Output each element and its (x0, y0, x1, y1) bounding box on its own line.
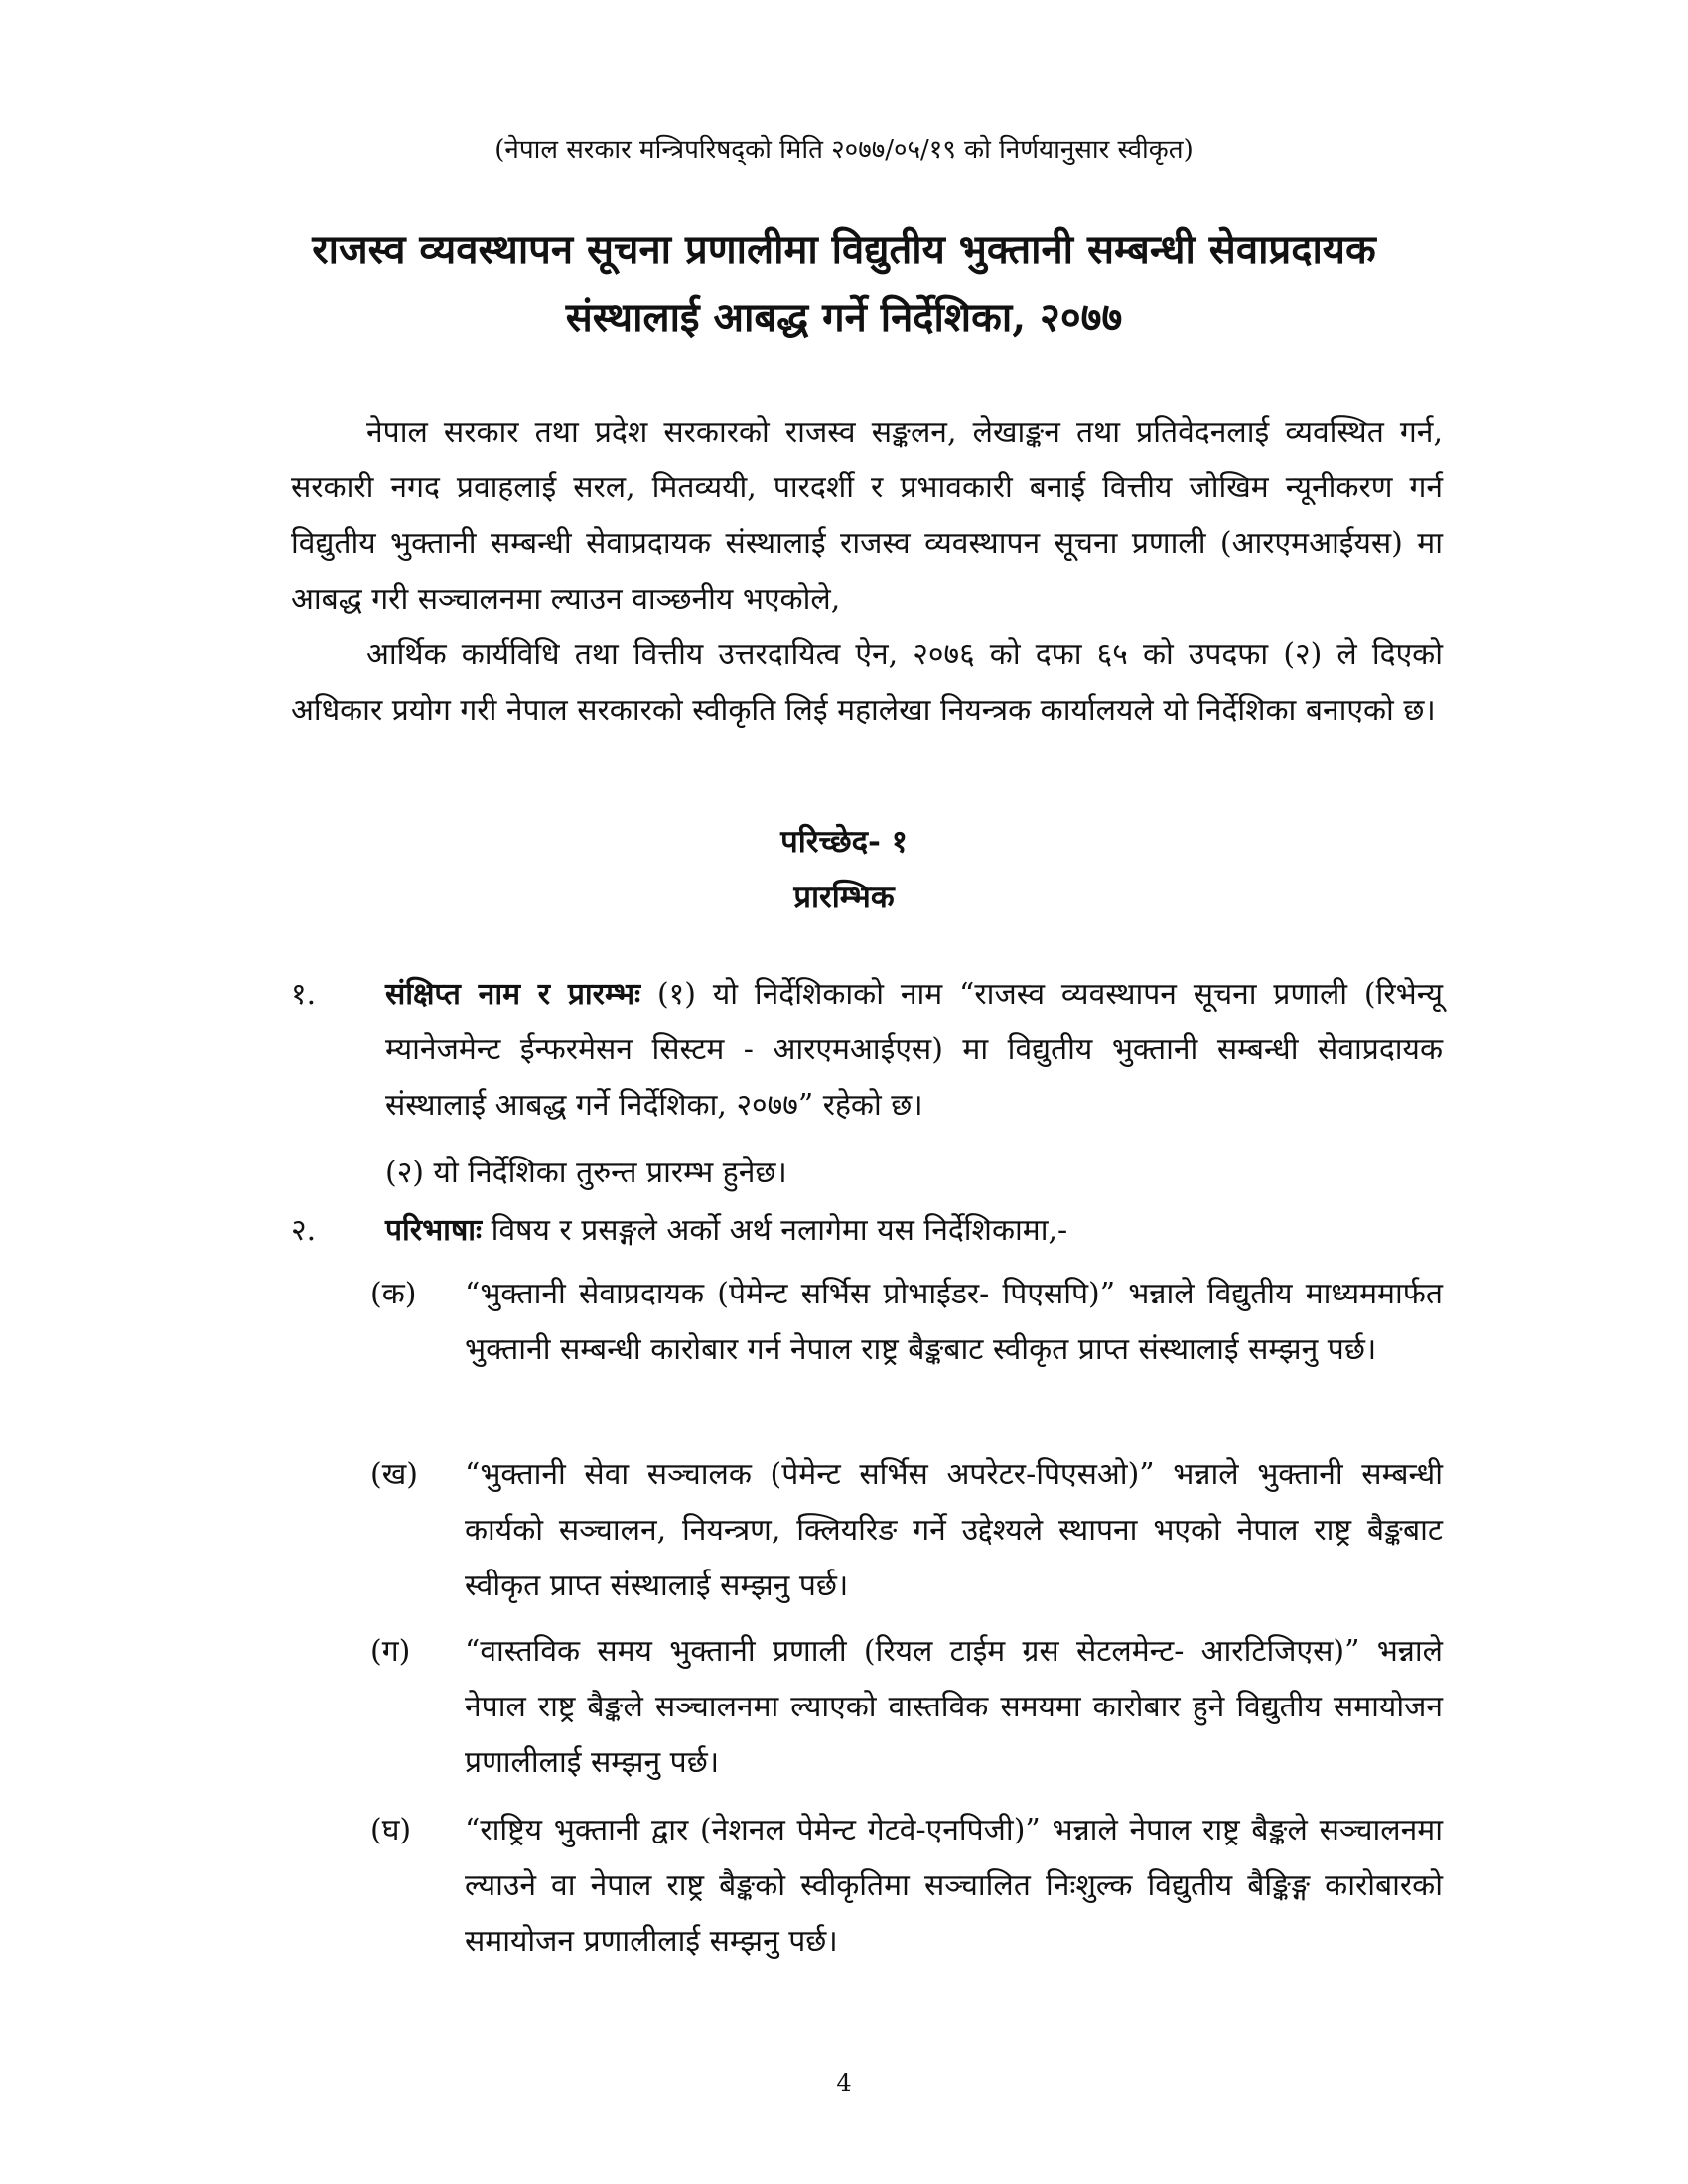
page-number: 4 (836, 2069, 852, 2097)
section-heading: परिभाषाः (385, 1213, 483, 1248)
definition-label: (क) (370, 1277, 417, 1311)
definition-text: “भुक्तानी सेवा सञ्चालक (पेमेन्ट सर्भिस अपरेटर-पिएसओ)” भन्नाले भुक्तानी सम्बन्धी कार्यको सञ्चालन, नियन्त्रण, क्लियरिङ गर्ने उद्देश्यले स्थापना भएको नेपाल राष्ट्र बैङ्कबाट स्वीकृत प्राप्त संस्थालाई सम्झनु पर्छ। (465, 1457, 1443, 1603)
definition-label: (ख) (370, 1457, 418, 1492)
document-title (0, 216, 1688, 351)
section-1 (291, 967, 1443, 1134)
approval-note: (नेपाल सरकार मन्त्रिपरिषद्को मिति २०७७/०५/१९ को निर्णयानुसार स्वीकृत) (494, 135, 1194, 165)
definition-label: (घ) (370, 1813, 412, 1847)
chapter-number: परिच्छेद- १ (780, 824, 908, 860)
definition-gha (370, 1803, 1443, 1970)
title-line-1: राजस्व व्यवस्थापन सूचना प्रणालीमा विद्युतीय भुक्तानी सम्बन्धी सेवाप्रदायक (312, 226, 1376, 273)
definition-ka (370, 1267, 1443, 1378)
section-2 (291, 1203, 1443, 1259)
section-text: विषय र प्रसङ्गले अर्को अर्थ नलागेमा यस निर्देशिकामा,- (491, 1213, 1068, 1248)
section-text: (१) यो निर्देशिकाको नाम “राजस्व व्यवस्थापन सूचना प्रणाली (रिभेन्यू म्यानेजमेन्ट ईन्फरमेसन सिस्टम - आरएमआईएस) मा विद्युतीय भुक्तानी सम्बन्धी सेवाप्रदायक संस्थालाई आबद्ध गर्ने निर्देशिका, २०७७” रहेको छ। (385, 977, 1443, 1123)
section-1-subclause-2: (२) यो निर्देशिका तुरुन्त प्रारम्भ हुनेछ। (385, 1156, 787, 1190)
section-number: २. (291, 1213, 317, 1248)
definition-ga (370, 1624, 1443, 1791)
definition-text: “राष्ट्रिय भुक्तानी द्वार (नेशनल पेमेन्ट गेटवे-एनपिजी)” भन्नाले नेपाल राष्ट्र बैङ्कले सञ्चालनमा ल्याउने वा नेपाल राष्ट्र बैङ्कको स्वीकृतिमा सञ्चालित निःशुल्क विद्युतीय बैङ्किङ्ग कारोबारको समायोजन प्रणालीलाई सम्झनु पर्छ। (465, 1813, 1443, 1959)
preamble-paragraph-2: आर्थिक कार्यविधि तथा वित्तीय उत्तरदायित्व ऐन, २०७६ को दफा ६५ को उपदफा (२) ले दिएको अधिकार प्रयोग गरी नेपाल सरकारको स्वीकृति लिई महालेखा नियन्त्रक कार्यालयले यो निर्देशिका बनाएको छ। (291, 637, 1443, 728)
title-line-2: संस्थालाई आबद्ध गर्ने निर्देशिका, २०७७ (565, 294, 1123, 341)
section-heading: संक्षिप्त नाम र प्रारम्भः (385, 977, 641, 1012)
definition-text: “वास्तविक समय भुक्तानी प्रणाली (रियल टाईम ग्रस सेटलमेन्ट- आरटिजिएस)” भन्नाले नेपाल राष्ट्र बैङ्कले सञ्चालनमा ल्याएको वास्तविक समयमा कारोबार हुने विद्युतीय समायोजन प्रणालीलाई सम्झनु पर्छ। (465, 1634, 1443, 1780)
chapter-heading (0, 814, 1688, 925)
chapter-name: प्रारम्भिक (793, 880, 895, 915)
preamble (291, 405, 1443, 739)
preamble-paragraph-1: नेपाल सरकार तथा प्रदेश सरकारको राजस्व सङ्कलन, लेखाङ्कन तथा प्रतिवेदनलाई व्यवस्थित गर्न, सरकारी नगद प्रवाहलाई सरल, मितव्ययी, पारदर्शी र प्रभावकारी बनाई वित्तीय जोखिम न्यूनीकरण गर्न विद्युतीय भुक्तानी सम्बन्धी सेवाप्रदायक संस्थालाई राजस्व व्यवस्थापन सूचना प्रणाली (आरएमआईयस) मा आबद्ध गरी सञ्चालनमा ल्याउन वाञ्छनीय भएकोले, (291, 415, 1443, 616)
section-body (385, 1203, 1443, 1259)
definition-label: (ग) (370, 1634, 411, 1669)
section-number: १. (291, 977, 317, 1012)
definition-kha (370, 1447, 1443, 1614)
section-body (385, 967, 1443, 1134)
definition-text: “भुक्तानी सेवाप्रदायक (पेमेन्ट सर्भिस प्रोभाईडर- पिएसपि)” भन्नाले विद्युतीय माध्यममार्फत भुक्तानी सम्बन्धी कारोबार गर्न नेपाल राष्ट्र बैङ्कबाट स्वीकृत प्राप्त संस्थालाई सम्झनु पर्छ। (465, 1277, 1443, 1367)
